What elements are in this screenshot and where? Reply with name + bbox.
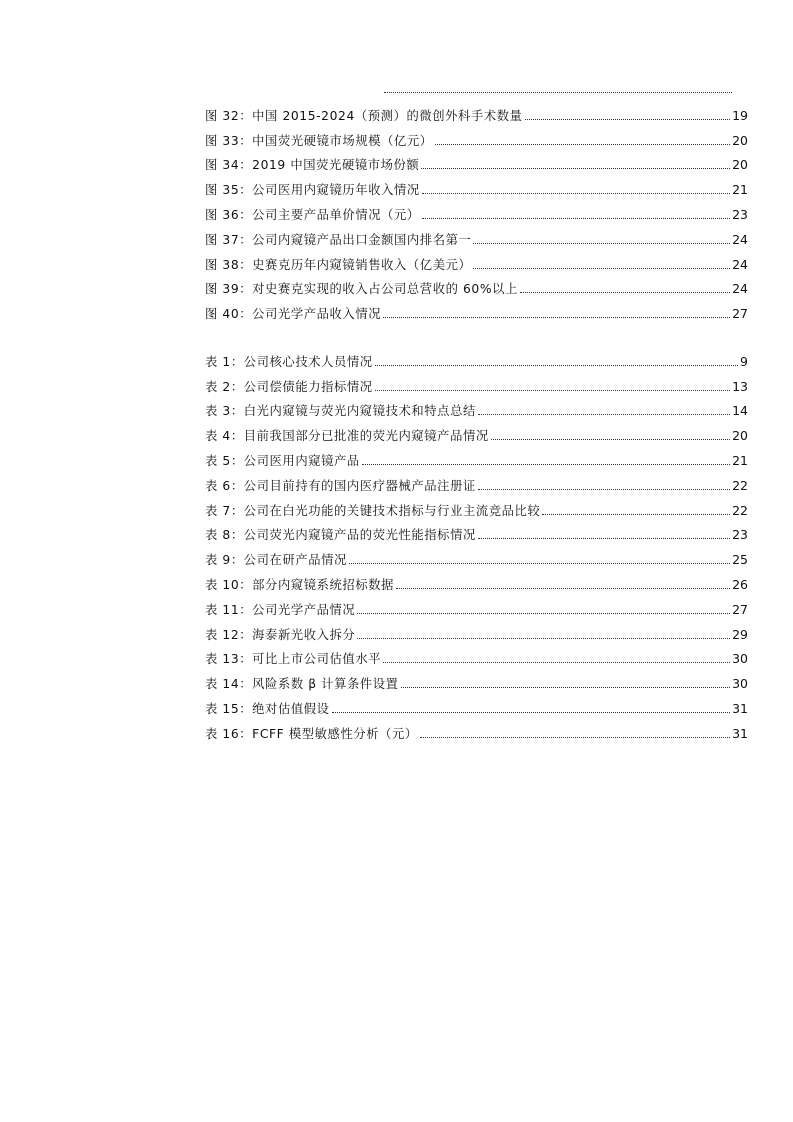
toc-leader-continuation [384,82,732,93]
leader-dots [473,267,730,269]
toc-entry-label: 图 38：史赛克历年内窥镜销售收入（亿美元） [205,257,472,272]
toc-entry-label: 表 1：公司核心技术人员情况 [205,354,373,369]
toc-page-number: 22 [732,502,748,518]
toc-page-number: 26 [732,576,748,592]
toc-page-number: 30 [732,676,748,692]
table-list [205,344,748,741]
toc-entry-label: 图 37：公司内窥镜产品出口金额国内排名第一 [205,232,472,247]
leader-dots [375,389,730,391]
leader-dots [349,562,730,564]
toc-entry-label: 表 10：部分内窥镜系统招标数据 [205,577,395,592]
leader-dots [421,167,730,169]
toc-entry-label: 表 11：公司光学产品情况 [205,602,356,617]
leader-dots [542,513,730,515]
leader-dots [478,537,730,539]
toc-page-number: 20 [732,132,748,148]
toc-entry[interactable] [205,617,748,642]
toc-entry-label: 表 9：公司在研产品情况 [205,553,347,568]
toc-page-number: 30 [732,651,748,667]
toc-entry-label: 图 33：中国荧光硬镜市场规模（亿元） [205,133,433,148]
toc-entry-label: 表 13：可比上市公司估值水平 [205,652,382,667]
toc-entry[interactable] [205,418,748,443]
leader-dots [422,192,730,194]
toc-entry[interactable] [205,272,748,297]
toc-entry[interactable] [205,493,748,518]
toc-entry-label: 表 12：海泰新光收入拆分 [205,627,356,642]
leader-dots [478,413,730,415]
toc-entry-label: 图 36：公司主要产品单价情况（元） [205,207,420,222]
toc-entry-label: 表 2：公司偿债能力指标情况 [205,379,373,394]
toc-page-number: 27 [732,601,748,617]
toc-entry[interactable] [205,197,748,222]
toc-entry-label: 表 5：公司医用内窥镜产品 [205,453,360,468]
toc-entry[interactable] [205,666,748,691]
toc-entry[interactable] [205,222,748,247]
toc-page-number: 29 [732,626,748,642]
toc-entry-label: 表 15：绝对估值假设 [205,701,330,716]
toc-entry[interactable] [205,716,748,741]
toc-entry[interactable] [205,172,748,197]
toc-page-number: 22 [732,477,748,493]
leader-dots [332,711,731,713]
leader-dots [357,612,730,614]
toc-page-number: 27 [732,306,748,322]
leader-dots [420,736,730,738]
toc-page-number: 31 [732,700,748,716]
toc-entry[interactable] [205,642,748,667]
toc-page-number: 21 [732,452,748,468]
toc-entry[interactable] [205,247,748,272]
leader-dots [422,217,730,219]
toc-entry[interactable] [205,344,748,369]
toc-page-number: 19 [732,107,748,123]
leader-dots [491,438,730,440]
leader-dots [383,661,730,663]
toc-entry[interactable] [205,443,748,468]
toc-entry[interactable] [205,468,748,493]
toc-page-number: 25 [732,552,748,568]
toc-entry-label: 图 35：公司医用内窥镜历年收入情况 [205,183,420,198]
toc-entry[interactable] [205,592,748,617]
toc-page-number: 14 [732,403,748,419]
leader-dots [478,488,730,490]
toc-entry[interactable] [205,369,748,394]
toc-page-number: 23 [732,206,748,222]
leader-dots [401,686,731,688]
toc-entry-label: 表 16：FCFF 模型敏感性分析（元） [205,726,418,741]
toc-entry[interactable] [205,98,748,123]
leader-dots [435,143,730,145]
toc-entry[interactable] [205,296,748,321]
toc-entry[interactable] [205,542,748,567]
toc-entry[interactable] [205,567,748,592]
toc-entry[interactable] [205,394,748,419]
figure-list [205,98,748,321]
leader-dots [520,291,730,293]
toc-page-number: 23 [732,527,748,543]
toc-page-number: 24 [732,231,748,247]
toc-entry-label: 图 34：2019 中国荧光硬镜市场份额 [205,158,420,173]
leader-dots [473,242,730,244]
toc-entry-label: 表 14：风险系数 β 计算条件设置 [205,677,399,692]
toc-page-number: 21 [732,182,748,198]
toc-entry-label: 图 40：公司光学产品收入情况 [205,307,382,322]
toc-entry-label: 表 8：公司荧光内窥镜产品的荧光性能指标情况 [205,528,476,543]
toc-page-number: 20 [732,428,748,444]
toc-page-number: 9 [740,353,748,369]
toc-page-number: 20 [732,157,748,173]
leader-dots [362,463,730,465]
toc-entry-label: 表 7：公司在白光功能的关键技术指标与行业主流竞品比较 [205,503,541,518]
toc-page-number: 24 [732,281,748,297]
leader-dots [375,364,738,366]
toc-entry[interactable] [205,148,748,173]
toc-entry-label: 图 32：中国 2015-2024（预测）的微创外科手术数量 [205,108,523,123]
toc-entry[interactable] [205,691,748,716]
toc-entry-label: 表 4：目前我国部分已批准的荧光内窥镜产品情况 [205,429,489,444]
leader-dots [525,118,731,120]
leader-dots [383,316,730,318]
toc-page-number: 31 [732,725,748,741]
toc-page-number: 13 [732,378,748,394]
toc-entry-label: 表 3：白光内窥镜与荧光内窥镜技术和特点总结 [205,404,476,419]
toc-entry[interactable] [205,518,748,543]
leader-dots [357,637,730,639]
toc-page-number: 24 [732,256,748,272]
leader-dots [396,587,730,589]
toc-entry-label: 图 39：对史赛克实现的收入占公司总营收的 60%以上 [205,282,518,297]
toc-entry[interactable] [205,123,748,148]
toc-entry-label: 表 6：公司目前持有的国内医疗器械产品注册证 [205,478,476,493]
